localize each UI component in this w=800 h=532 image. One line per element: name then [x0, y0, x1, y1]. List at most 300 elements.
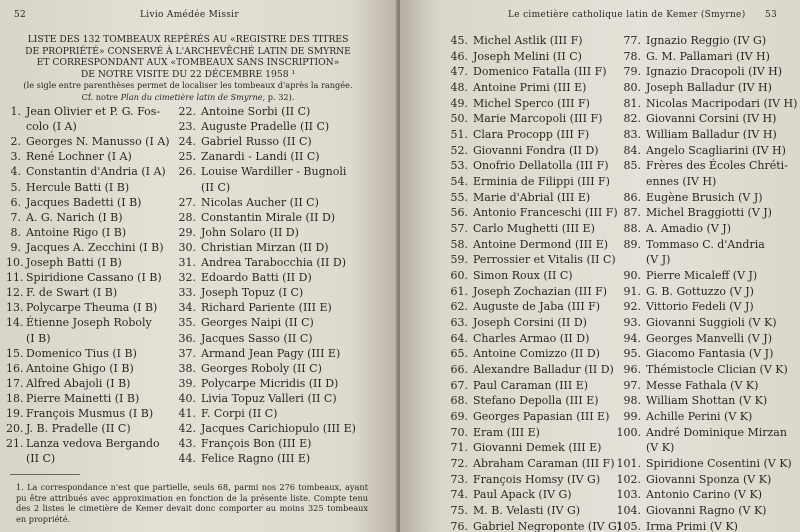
tomb-entry — [440, 363, 614, 377]
entry-text: A. G. Narich (I B) — [26, 210, 123, 224]
entry-text: Erminia de Filippi (III F) — [473, 175, 610, 189]
entry-number: 63. — [450, 316, 468, 330]
entry-text: Vittorio Fedeli (V J) — [646, 300, 754, 314]
entry-number: 7. — [10, 210, 21, 224]
entry-text: Antoine Rigo (I B) — [26, 225, 127, 239]
entry-number: 69. — [450, 410, 468, 424]
tomb-entry — [176, 226, 299, 240]
entry-number: 54. — [450, 175, 468, 189]
tomb-entry — [607, 159, 788, 173]
tomb-entry — [6, 377, 130, 391]
tomb-entry — [440, 34, 583, 48]
page-number-left: 52 — [14, 10, 27, 20]
entry-number: 15. — [6, 346, 24, 360]
entry-number: 44. — [178, 452, 196, 466]
tomb-entry — [607, 504, 766, 518]
tomb-entry — [607, 269, 757, 283]
tomb-entry — [176, 392, 337, 406]
tomb-entry — [440, 159, 609, 173]
footnote-rule — [10, 474, 80, 475]
tomb-entry — [440, 520, 621, 532]
tomb-entry — [6, 362, 134, 376]
tomb-entry — [176, 422, 356, 436]
title-note-line — [8, 92, 368, 104]
entry-number: 88. — [623, 222, 641, 236]
tomb-entry — [607, 238, 765, 252]
entry-number: 12. — [6, 286, 24, 300]
entry-text: Marie d'Abrial (III E) — [473, 190, 591, 204]
entry-number: 100. — [616, 425, 641, 439]
entry-number: 4. — [10, 165, 21, 179]
tomb-entry — [176, 256, 346, 270]
entry-text: Lanza vedova Bergando — [26, 437, 160, 451]
tomb-entry — [440, 206, 618, 220]
tomb-entry — [607, 50, 770, 64]
entry-text: (V K) — [646, 441, 675, 455]
tomb-entry — [440, 379, 588, 393]
entry-text: Étienne Joseph Roboly — [26, 316, 152, 330]
entry-number: 96. — [623, 363, 641, 377]
entry-text: Pierre Micaleff (V J) — [646, 269, 758, 283]
entry-text: Armand Jean Pagy (III E) — [201, 346, 341, 360]
tomb-entry — [607, 394, 767, 408]
entry-text: Perrossier et Vitalis (II C) — [473, 253, 616, 267]
tomb-entry — [440, 144, 599, 158]
tomb-entry — [6, 181, 129, 195]
entry-number: 73. — [450, 472, 468, 486]
entry-number: 41. — [178, 407, 196, 420]
tomb-entry — [176, 407, 277, 421]
tomb-entry — [440, 473, 600, 487]
tomb-entry — [607, 112, 776, 126]
entry-number: 49. — [450, 96, 468, 110]
tomb-entry — [176, 437, 311, 451]
tomb-entry — [6, 286, 117, 300]
title-line: DE NOTRE VISITE DU 22 DÉCEMBRE 1958 ¹ — [80, 68, 296, 80]
entry-number: 1. — [10, 105, 21, 118]
entry-text: Antoine Sorbi (II C) — [201, 105, 311, 118]
tomb-entry — [6, 271, 162, 285]
entry-number: 91. — [623, 284, 641, 298]
tomb-entry — [607, 191, 763, 205]
tomb-entry — [440, 410, 609, 424]
tomb-entry — [6, 316, 152, 330]
entry-text: John Solaro (II D) — [201, 225, 299, 239]
tomb-entry — [440, 65, 607, 79]
entry-text: (II C) — [26, 452, 56, 466]
tomb-entry — [6, 105, 160, 119]
entry-text: Irma Primi (V K) — [646, 519, 738, 532]
entry-text: (I B) — [26, 331, 51, 345]
entry-text: Tommaso C. d'Andria — [646, 237, 765, 251]
tomb-entry — [607, 426, 787, 440]
entry-number: 20. — [6, 422, 24, 436]
entry-number: 82. — [623, 112, 641, 126]
tomb-entry — [607, 457, 792, 471]
entry-text: Hercule Batti (I B) — [26, 180, 130, 194]
tomb-entry — [440, 332, 589, 346]
entry-text: Joseph Melini (II C) — [473, 49, 582, 63]
tomb-entry — [607, 97, 797, 111]
entry-number: 35. — [178, 316, 196, 330]
note-text: , p. 32). — [262, 91, 295, 102]
entry-number: 68. — [450, 394, 468, 408]
tomb-entry — [176, 452, 310, 466]
entry-text: Auguste de Jaba (III F) — [473, 300, 601, 314]
tomb-entry — [440, 175, 610, 189]
entry-number: 95. — [623, 347, 641, 361]
tomb-entry — [607, 332, 772, 346]
entry-text: Georges Naipi (II C) — [201, 316, 314, 330]
entry-number: 66. — [450, 363, 468, 377]
entry-number: 50. — [450, 112, 468, 126]
tomb-entry — [440, 394, 599, 408]
entry-text: Giovanni Demek (III E) — [473, 441, 602, 455]
entry-number: 55. — [450, 190, 468, 204]
entry-number: 90. — [623, 269, 641, 283]
tomb-entry — [176, 347, 340, 361]
entry-text: G. B. Gottuzzo (V J) — [646, 284, 754, 298]
left-page — [0, 0, 398, 532]
entry-text: Antoine Primi (III E) — [473, 81, 587, 94]
entry-number: 65. — [450, 347, 468, 361]
tomb-entry — [6, 211, 123, 225]
tomb-entry — [440, 222, 595, 236]
tomb-entry — [607, 379, 758, 393]
entry-number: 92. — [623, 300, 641, 314]
entry-number: 33. — [178, 286, 196, 300]
entry-text: Joseph Topuz (I C) — [201, 286, 304, 300]
entry-text: Michel Braggiotti (V J) — [646, 206, 772, 220]
entry-text: Gabriel Negroponte (IV G) — [473, 519, 622, 532]
entry-number: 45. — [450, 34, 468, 47]
entry-text: Alfred Abajoli (I B) — [26, 376, 131, 390]
tomb-entry — [440, 316, 587, 330]
entry-number: 81. — [623, 96, 641, 110]
entry-text: Stefano Depolla (III E) — [473, 394, 599, 408]
tomb-entry — [176, 362, 322, 376]
entry-text: Edoardo Batti (II D) — [201, 271, 312, 285]
tomb-entry — [440, 285, 607, 299]
entry-number: 53. — [450, 159, 468, 173]
entry-text: Louise Wardiller - Bugnoli — [201, 165, 347, 179]
entry-text: M. B. Velasti (IV G) — [473, 504, 581, 518]
entry-text: Eram (III E) — [473, 425, 540, 439]
tomb-entry — [176, 286, 303, 300]
tomb-entry — [607, 65, 782, 79]
tomb-entry — [176, 120, 329, 134]
tomb-entry — [607, 347, 773, 361]
entry-number: 62. — [450, 300, 468, 314]
entry-number: 93. — [623, 316, 641, 330]
entry-number: 99. — [623, 410, 641, 424]
title-line: LISTE DES 132 TOMBEAUX REPÉRÉS AU «REGISTRE DES TITRES — [27, 34, 349, 45]
entry-number: 37. — [178, 346, 196, 360]
tomb-entry — [176, 241, 329, 255]
tomb-entry — [176, 332, 313, 346]
entry-text: F. Corpi (II C) — [201, 407, 278, 420]
tomb-entry — [6, 196, 141, 210]
entry-number: 18. — [6, 391, 24, 405]
entry-number: 52. — [450, 143, 468, 157]
entry-text: Antoine Dermond (III E) — [473, 237, 609, 251]
entry-number: 48. — [450, 81, 468, 94]
entry-text: Christian Mirzan (II D) — [201, 240, 329, 254]
entry-number: 83. — [623, 128, 641, 142]
tomb-entry-continuation — [6, 120, 77, 134]
tomb-entry — [6, 301, 157, 315]
tomb-entry — [440, 441, 601, 455]
tomb-entry — [6, 165, 166, 179]
entry-text: Paul Caraman (III E) — [473, 378, 589, 392]
entry-text: Polycarpe Micridis (II D) — [201, 376, 339, 390]
tomb-entry — [176, 316, 314, 330]
entry-number: 8. — [10, 225, 21, 239]
entry-text: Constantin d'Andria (I A) — [26, 165, 166, 179]
entry-text: Marie Marcopoli (III F) — [473, 112, 603, 126]
tomb-entry — [607, 316, 777, 330]
tomb-entry — [607, 128, 777, 142]
entry-text: F. de Swart (I B) — [26, 286, 118, 300]
list-title — [8, 34, 368, 103]
entry-number: 71. — [450, 441, 468, 455]
entry-number: 27. — [178, 195, 196, 209]
tomb-entry — [607, 34, 766, 48]
entry-number: 3. — [10, 150, 21, 164]
entry-text: François Musmus (I B) — [26, 407, 154, 420]
entry-text: Richard Pariente (III E) — [201, 301, 332, 315]
entry-text: Frères des Écoles Chréti- — [646, 159, 788, 173]
right-page — [400, 0, 800, 532]
entry-text: Nicolas Macripodari (IV H) — [646, 96, 798, 110]
entry-number: 21. — [6, 437, 24, 451]
entry-number: 78. — [623, 49, 641, 63]
tomb-entry — [607, 81, 772, 95]
tomb-entry — [176, 196, 319, 210]
entry-text: Michel Astlik (III F) — [473, 34, 583, 47]
entry-text: Charles Armao (II D) — [473, 331, 590, 345]
running-head-left: Livio Amédée Missir — [140, 10, 239, 20]
entry-text: Spiridione Cosentini (V K) — [646, 457, 792, 471]
entry-number: 29. — [178, 225, 196, 239]
entry-number: 11. — [6, 271, 24, 285]
entry-text: William Balladur (IV H) — [646, 128, 777, 142]
entry-number: 46. — [450, 49, 468, 63]
entry-text: Alexandre Balladur (II D) — [473, 363, 614, 377]
tomb-entry — [440, 97, 590, 111]
entry-text: Gabriel Russo (II C) — [201, 135, 312, 149]
entry-number: 102. — [616, 472, 641, 486]
tomb-entry — [440, 457, 614, 471]
entry-number: 101. — [616, 457, 641, 471]
tomb-entry — [440, 191, 590, 205]
entry-number: 70. — [450, 425, 468, 439]
tomb-entry — [6, 392, 139, 406]
entry-text: Spiridione Cassano (I B) — [26, 271, 162, 285]
entry-text: Joseph Zochazian (III F) — [473, 284, 608, 298]
entry-text: Joseph Batti (I B) — [26, 256, 122, 269]
entry-text: Jacques Carichiopulo (III E) — [201, 422, 356, 436]
entry-text: Giovanni Suggioli (V K) — [646, 316, 777, 330]
entry-number: 34. — [178, 301, 196, 315]
tomb-entry — [440, 426, 540, 440]
entry-text: Ignazio Reggio (IV G) — [646, 34, 767, 47]
entry-text: René Lochner (I A) — [26, 150, 132, 164]
entry-number: 80. — [623, 81, 641, 94]
entry-text: Paul Apack (IV G) — [473, 488, 572, 502]
entry-text: Jacques Sasso (II C) — [201, 331, 313, 345]
entry-text: William Shottan (V K) — [646, 394, 768, 408]
tomb-entry — [6, 407, 153, 421]
entry-number: 23. — [178, 120, 196, 134]
entry-text: Giovanni Corsini (IV H) — [646, 112, 777, 126]
tomb-entry — [176, 211, 335, 225]
entry-number: 72. — [450, 457, 468, 471]
entry-text: Jacques Badetti (I B) — [26, 195, 142, 209]
entry-text: Andrea Tarabocchia (II D) — [201, 256, 346, 269]
entry-text: Antoine Comizzo (II D) — [473, 347, 600, 361]
entry-text: François Bon (III E) — [201, 437, 312, 451]
tomb-entry-continuation — [607, 175, 716, 189]
entry-text: Livia Topuz Valleri (II C) — [201, 391, 337, 405]
entry-number: 31. — [178, 256, 196, 269]
entry-number: 77. — [623, 34, 641, 47]
tomb-entry — [607, 520, 738, 532]
entry-number: 43. — [178, 437, 196, 451]
entry-number: 105. — [616, 519, 641, 532]
entry-number: 30. — [178, 240, 196, 254]
entry-text: Giovanni Sponza (V K) — [646, 472, 772, 486]
entry-text: Antonio Franceschi (III F) — [473, 206, 618, 220]
entry-text: André Dominique Mirzan — [646, 425, 787, 439]
tomb-entry — [176, 377, 338, 391]
page-number-right: 53 — [765, 10, 778, 20]
entry-number: 57. — [450, 222, 468, 236]
entry-text: Joseph Balladur (IV H) — [646, 81, 772, 94]
entry-number: 79. — [623, 65, 641, 79]
entry-text: Giovanni Fondra (II D) — [473, 143, 599, 157]
entry-text: (V J) — [646, 253, 671, 267]
entry-text: Ignazio Dracopoli (IV H) — [646, 65, 783, 79]
entry-number: 74. — [450, 488, 468, 502]
entry-text: Carlo Mughetti (III E) — [473, 222, 595, 236]
entry-text: Abraham Caraman (III F) — [473, 457, 615, 471]
entry-text: Eugène Brusich (V J) — [646, 190, 763, 204]
entry-number: 67. — [450, 378, 468, 392]
tomb-entry — [6, 150, 132, 164]
tomb-entry-continuation — [607, 441, 674, 455]
entry-number: 97. — [623, 378, 641, 392]
tomb-entry — [440, 128, 589, 142]
tomb-entry-continuation — [6, 332, 51, 346]
tomb-entry — [607, 222, 731, 236]
entry-text: Giacomo Fantasia (V J) — [646, 347, 774, 361]
tomb-entry — [607, 285, 754, 299]
tomb-entry — [440, 50, 582, 64]
entry-number: 13. — [6, 301, 24, 315]
tomb-entry — [176, 135, 312, 149]
entry-number: 51. — [450, 128, 468, 142]
entry-text: G. M. Pallamari (IV H) — [646, 49, 770, 63]
entry-number: 47. — [450, 65, 468, 79]
entry-text: Onofrio Dellatolla (III F) — [473, 159, 609, 173]
entry-number: 17. — [6, 376, 24, 390]
entry-text: Georges Papasian (III E) — [473, 410, 610, 424]
entry-text: J. B. Pradelle (II C) — [26, 422, 131, 436]
entry-text: Auguste Pradelle (II C) — [201, 120, 330, 134]
entry-number: 28. — [178, 210, 196, 224]
entry-number: 6. — [10, 195, 21, 209]
tomb-entry — [6, 241, 164, 255]
entry-number: 103. — [616, 488, 641, 502]
entry-text: Joseph Corsini (II D) — [473, 316, 587, 330]
entry-text: Constantin Mirale (II D) — [201, 210, 336, 224]
entry-number: 89. — [623, 237, 641, 251]
entry-text: Michel Sperco (III F) — [473, 96, 590, 110]
entry-number: 86. — [623, 190, 641, 204]
entry-text: Felice Ragno (III E) — [201, 452, 311, 466]
tomb-entry — [440, 238, 608, 252]
entry-number: 38. — [178, 361, 196, 375]
entry-number: 26. — [178, 165, 196, 179]
entry-number: 9. — [10, 240, 21, 254]
entry-text: Antonio Carino (V K) — [646, 488, 762, 502]
entry-text: Achille Perini (V K) — [646, 410, 753, 424]
title-line: ET CORRESPONDANT AUX «TOMBEAUX SANS INSCRIPTION» — [36, 57, 340, 68]
entry-number: 75. — [450, 504, 468, 518]
entry-number: 14. — [6, 316, 24, 330]
tomb-entry — [176, 150, 320, 164]
entry-number: 32. — [178, 271, 196, 285]
entry-text: Giovanni Ragno (V K) — [646, 504, 767, 518]
tomb-entry — [176, 301, 332, 315]
entry-number: 42. — [178, 422, 196, 436]
entry-text: Nicolas Aucher (II C) — [201, 195, 319, 209]
entry-text: Angelo Scagliarini (IV H) — [646, 143, 786, 157]
entry-text: (II C) — [201, 180, 231, 194]
tomb-entry — [607, 300, 754, 314]
entry-text: Pierre Mainetti (I B) — [26, 391, 140, 405]
tomb-entry — [440, 347, 600, 361]
footnote: 1. La correspondance n'est que partielle, seuls 68, parmi nos 276 tombeaux, ayant pu être attribués avec approximation en fonction de la présente liste. Compte tenu des 2 listes le cimetière de Kemer devait donc comporter au moins 325 tombeaux en propriété. — [16, 482, 368, 524]
title-line: DE PROPRIÉTÉ» CONSERVÉ À L'ARCHEVÊCHÉ LATIN DE SMYRNE — [25, 45, 351, 57]
entry-number: 76. — [450, 519, 468, 532]
entry-text: ennes (IV H) — [646, 175, 717, 189]
tomb-entry-continuation — [6, 452, 55, 466]
entry-text: Polycarpe Theuma (I B) — [26, 301, 158, 315]
entry-number: 24. — [178, 135, 196, 149]
entry-number: 104. — [616, 504, 641, 518]
tomb-entry — [607, 410, 752, 424]
tomb-entry — [607, 206, 772, 220]
entry-text: Jacques A. Zecchini (I B) — [26, 240, 164, 254]
entry-number: 10. — [6, 256, 24, 269]
tomb-entry — [176, 271, 312, 285]
tomb-entry — [176, 165, 346, 179]
tomb-entry — [440, 253, 616, 267]
entry-number: 16. — [6, 361, 24, 375]
entry-number: 98. — [623, 394, 641, 408]
entry-number: 84. — [623, 143, 641, 157]
entry-text: Thémistocle Clician (V K) — [646, 363, 788, 377]
tomb-entry — [440, 300, 600, 314]
tomb-entry — [440, 269, 573, 283]
entry-number: 25. — [178, 150, 196, 164]
entry-number: 58. — [450, 237, 468, 251]
entry-text: Georges Roboly (II C) — [201, 361, 322, 375]
tomb-entry — [607, 473, 771, 487]
entry-text: Clara Procopp (III F) — [473, 128, 590, 142]
